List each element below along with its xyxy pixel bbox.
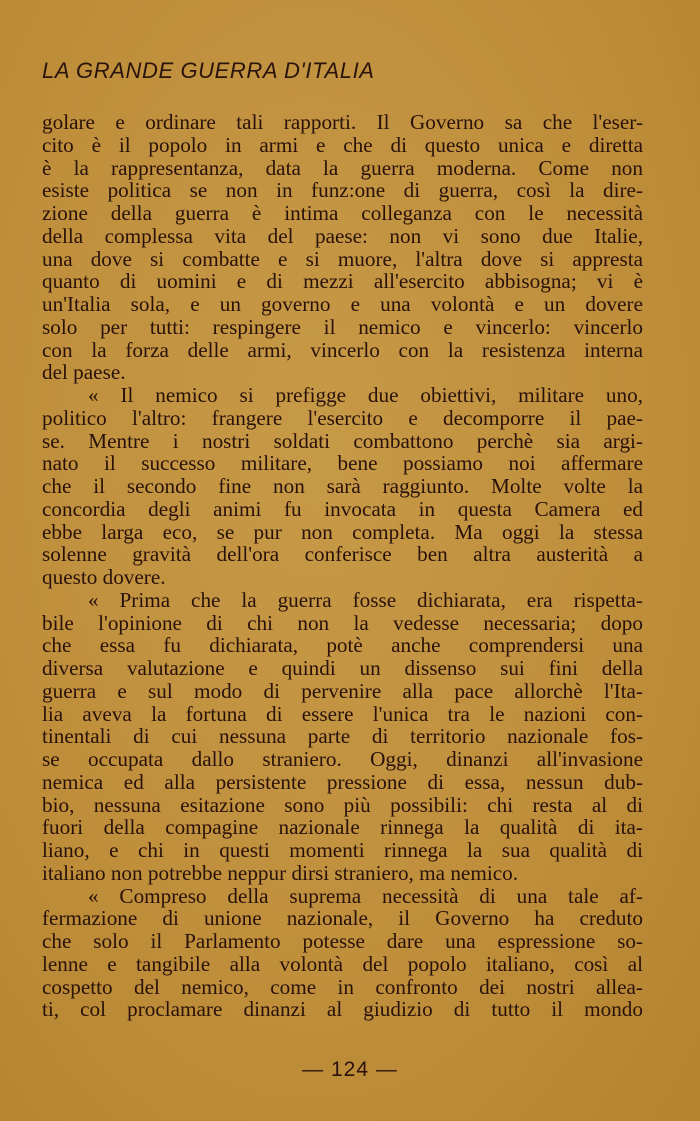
paragraph xyxy=(42,885,643,1022)
text-line: italiano non potrebbe neppur dirsi straniero, ma nemico. xyxy=(42,860,518,885)
text-line: è la rappresentanza, data la guerra moderna. Come non xyxy=(42,155,643,180)
body-text xyxy=(42,111,643,1021)
text-line: solenne gravità dell'ora conferisce ben altra austerità a xyxy=(42,542,643,567)
text-line: se. Mentre i nostri soldati combattono perchè sia argi- xyxy=(42,428,643,453)
text-line: che solo il Parlamento potesse dare una espressione so- xyxy=(42,929,643,953)
text-line: cospetto del nemico, come in confronto dei nostri allea- xyxy=(42,974,643,999)
text-line: che essa fu dichiarata, potè anche comprendersi una xyxy=(42,633,643,658)
text-line: cito è il popolo in armi e che di questo unica e diretta xyxy=(42,132,643,157)
text-line: diversa valutazione e quindi un dissenso sui fini della xyxy=(42,656,643,680)
text-line: « Prima che la guerra fosse dichiarata, era rispetta- xyxy=(88,587,643,612)
text-line: che il secondo fine non sarà raggiunto. Molte volte la xyxy=(42,474,643,498)
text-line: con la forza delle armi, vincerlo con la resistenza interna xyxy=(42,337,643,362)
text-line: « Compreso della suprema necessità di una tale af- xyxy=(88,883,643,908)
text-line: se occupata dallo straniero. Oggi, dinanzi all'invasione xyxy=(42,747,643,771)
running-head: LA GRANDE GUERRA D'ITALIA xyxy=(42,58,375,83)
text-line: tinentali di cui nessuna parte di territorio nazionale fos- xyxy=(42,724,643,749)
text-line: quanto di uomini e di mezzi all'esercito abbisogna; vi è xyxy=(42,269,643,294)
text-line: un'Italia sola, e un governo e una volontà e un dovere xyxy=(42,292,643,316)
text-line: ebbe larga eco, se pur non completa. Ma oggi la stessa xyxy=(42,519,643,544)
text-line: liano, e chi in questi momenti rinnega la sua qualità di xyxy=(42,838,643,862)
text-line: nato il successo militare, bene possiamo noi affermare xyxy=(42,451,643,476)
page-number: — 124 — xyxy=(302,1058,398,1081)
text-line: solo per tutti: respingere il nemico e vincerlo: vincerlo xyxy=(42,314,643,339)
text-line: golare e ordinare tali rapporti. Il Governo sa che l'eser- xyxy=(42,110,643,134)
text-line: politico l'altro: frangere l'esercito e decomporre il pae- xyxy=(42,405,643,430)
text-line: nemica ed alla persistente pressione di essa, nessun dub- xyxy=(42,769,643,794)
text-line: « Il nemico si prefigge due obiettivi, militare uno, xyxy=(88,383,643,407)
paragraph xyxy=(42,384,643,589)
text-line: questo dovere. xyxy=(42,565,166,589)
text-line: concordia degli animi fu invocata in questa Camera ed xyxy=(42,496,643,521)
text-line: fuori della compagine nazionale rinnega la qualità di ita- xyxy=(42,815,643,840)
text-line: bio, nessuna esitazione sono più possibili: chi resta al di xyxy=(42,792,643,817)
paragraph xyxy=(42,589,643,885)
text-line: guerra e sul modo di pervenire alla pace allorchè l'Ita- xyxy=(42,678,643,703)
text-line: della complessa vita del paese: non vi sono due Italie, xyxy=(42,223,643,248)
text-line: zione della guerra è intima colleganza con le necessità xyxy=(42,201,643,225)
text-line: fermazione di unione nazionale, il Governo ha creduto xyxy=(42,906,643,931)
text-line: ti, col proclamare dinanzi al giudizio di tutto il mondo xyxy=(42,997,643,1022)
text-line: bile l'opinione di chi non la vedesse necessaria; dopo xyxy=(42,610,643,635)
text-line: esiste politica se non in funz:one di guerra, così la dire- xyxy=(42,178,643,203)
text-line: una dove si combatte e si muore, l'altra dove si appresta xyxy=(42,246,643,271)
text-line: lenne e tangibile alla volontà del popolo italiano, così al xyxy=(42,951,643,976)
text-line: del paese. xyxy=(42,360,126,385)
paragraph xyxy=(42,111,643,384)
text-line: lia aveva la fortuna di essere l'unica tra le nazioni con- xyxy=(42,701,643,726)
